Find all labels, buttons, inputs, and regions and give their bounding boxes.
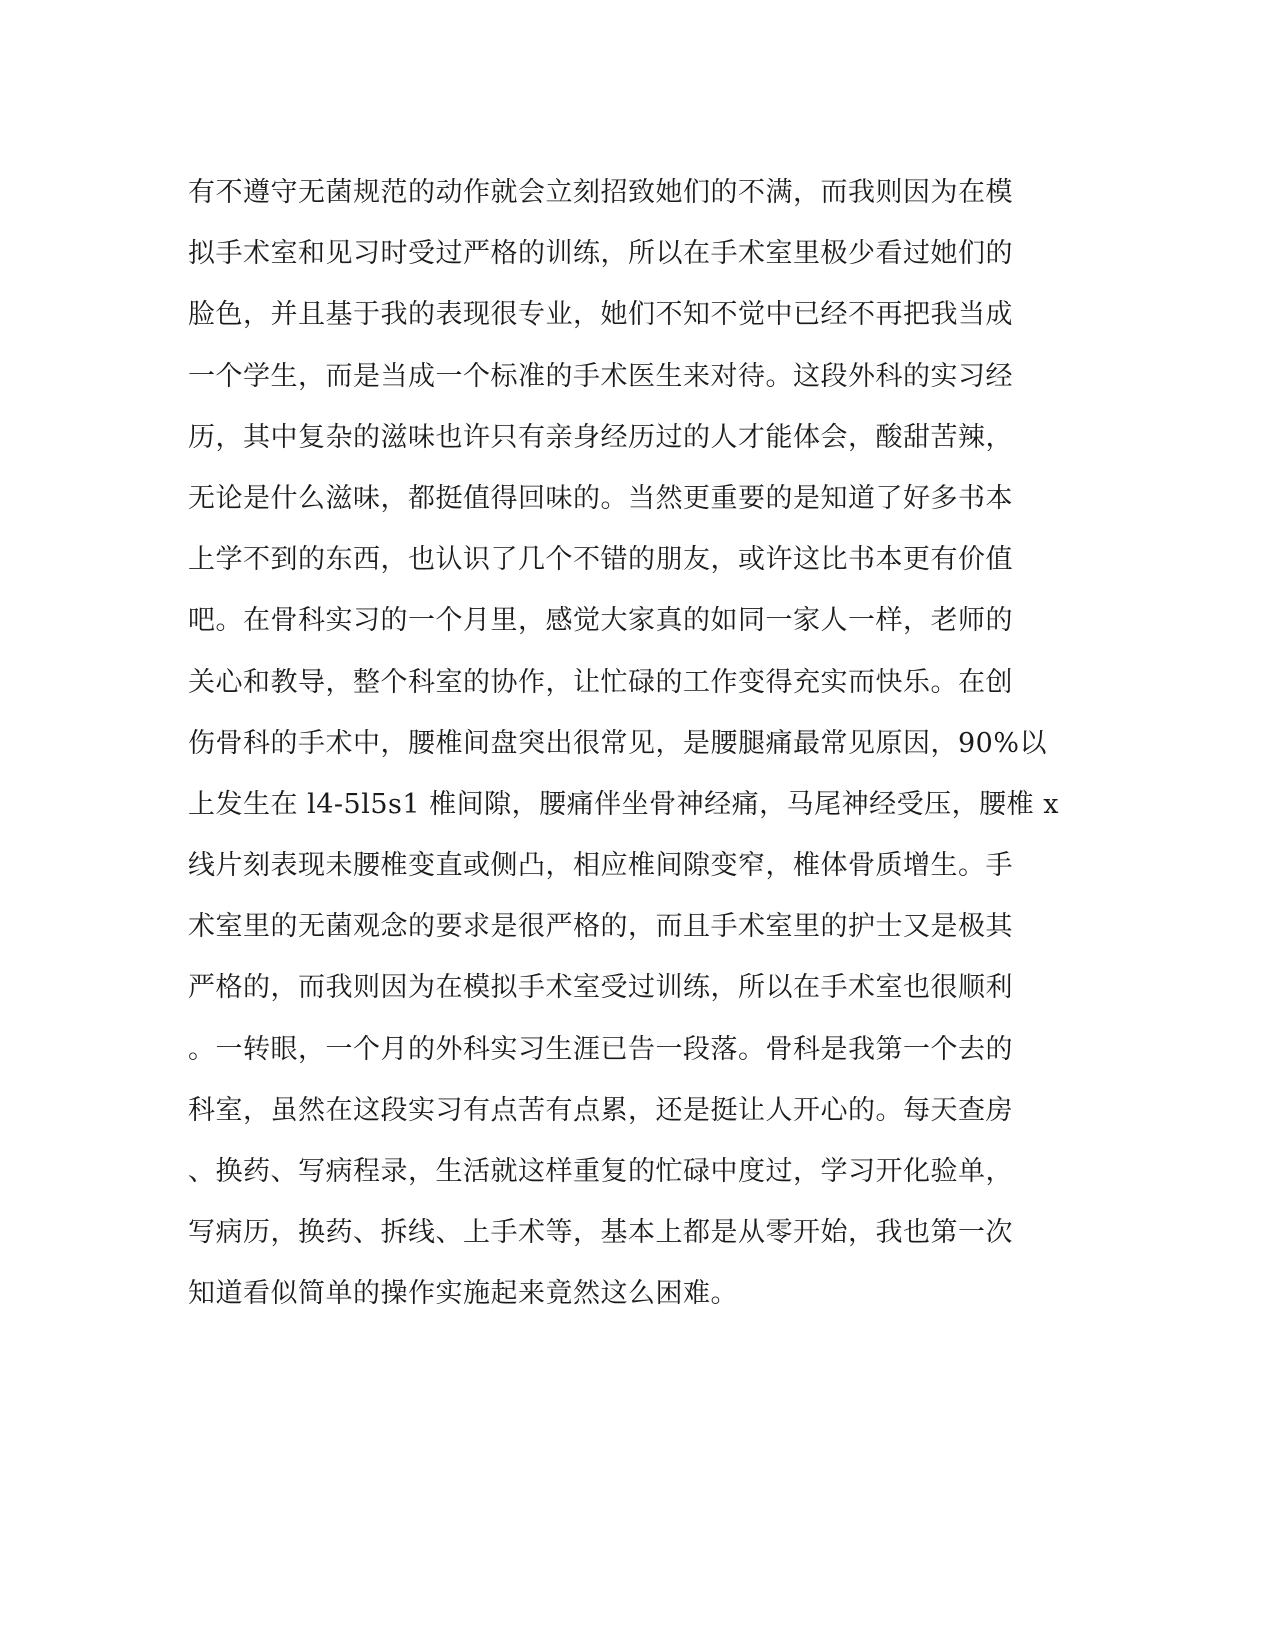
body-text (188, 162, 1088, 1325)
text-line: 科室，虽然在这段实习有点苦有点累，还是挺让人开心的。每天查房 (188, 1094, 1013, 1126)
text-line: 有不遵守无菌规范的动作就会立刻招致她们的不满，而我则因为在模 (188, 177, 1013, 208)
text-line: 历，其中复杂的滋味也许只有亲身经历过的人才能体会，酸甜苦辣， (188, 421, 1013, 453)
text-line: 线片刻表现未腰椎变直或侧凸，相应椎间隙变窄，椎体骨质增生。手 (188, 850, 1013, 882)
text-line: 脸色，并且基于我的表现很专业，她们不知不觉中已经不再把我当成 (188, 299, 1013, 331)
text-line: 上发生在 l4-5l5s1 椎间隙，腰痛伴坐骨神经痛，马尾神经受压，腰椎 x (188, 788, 1059, 820)
text-line: 、换药、写病程录，生活就这样重复的忙碌中度过，学习开化验单， (188, 1156, 1013, 1187)
text-line: 严格的，而我则因为在模拟手术室受过训练，所以在手术室也很顺利 (188, 972, 1013, 1004)
text-line: 无论是什么滋味，都挺值得回味的。当然更重要的是知道了好多书本 (188, 482, 1013, 514)
text-line: 上学不到的东西，也认识了几个不错的朋友，或许这比书本更有价值 (188, 544, 1013, 576)
text-line: 知道看似简单的操作实施起来竟然这么困难。 (188, 1278, 738, 1310)
text-line: 关心和教导，整个科室的协作，让忙碌的工作变得充实而快乐。在创 (188, 666, 1013, 698)
text-line: 伤骨科的手术中，腰椎间盘突出很常见，是腰腿痛最常见原因，90%以 (188, 727, 1048, 759)
text-line: 拟手术室和见习时受过严格的训练，所以在手术室里极少看过她们的 (188, 238, 1013, 270)
text-line: 。一转眼，一个月的外科实习生涯已告一段落。骨科是我第一个去的 (188, 1033, 1013, 1065)
text-line: 一个学生，而是当成一个标准的手术医生来对待。这段外科的实习经 (188, 360, 1013, 392)
text-line: 写病历，换药、拆线、上手术等，基本上都是从零开始，我也第一次 (188, 1217, 1013, 1249)
text-line: 术室里的无菌观念的要求是很严格的，而且手术室里的护士又是极其 (188, 911, 1013, 943)
text-line: 吧。在骨科实习的一个月里，感觉大家真的如同一家人一样，老师的 (188, 605, 1013, 637)
